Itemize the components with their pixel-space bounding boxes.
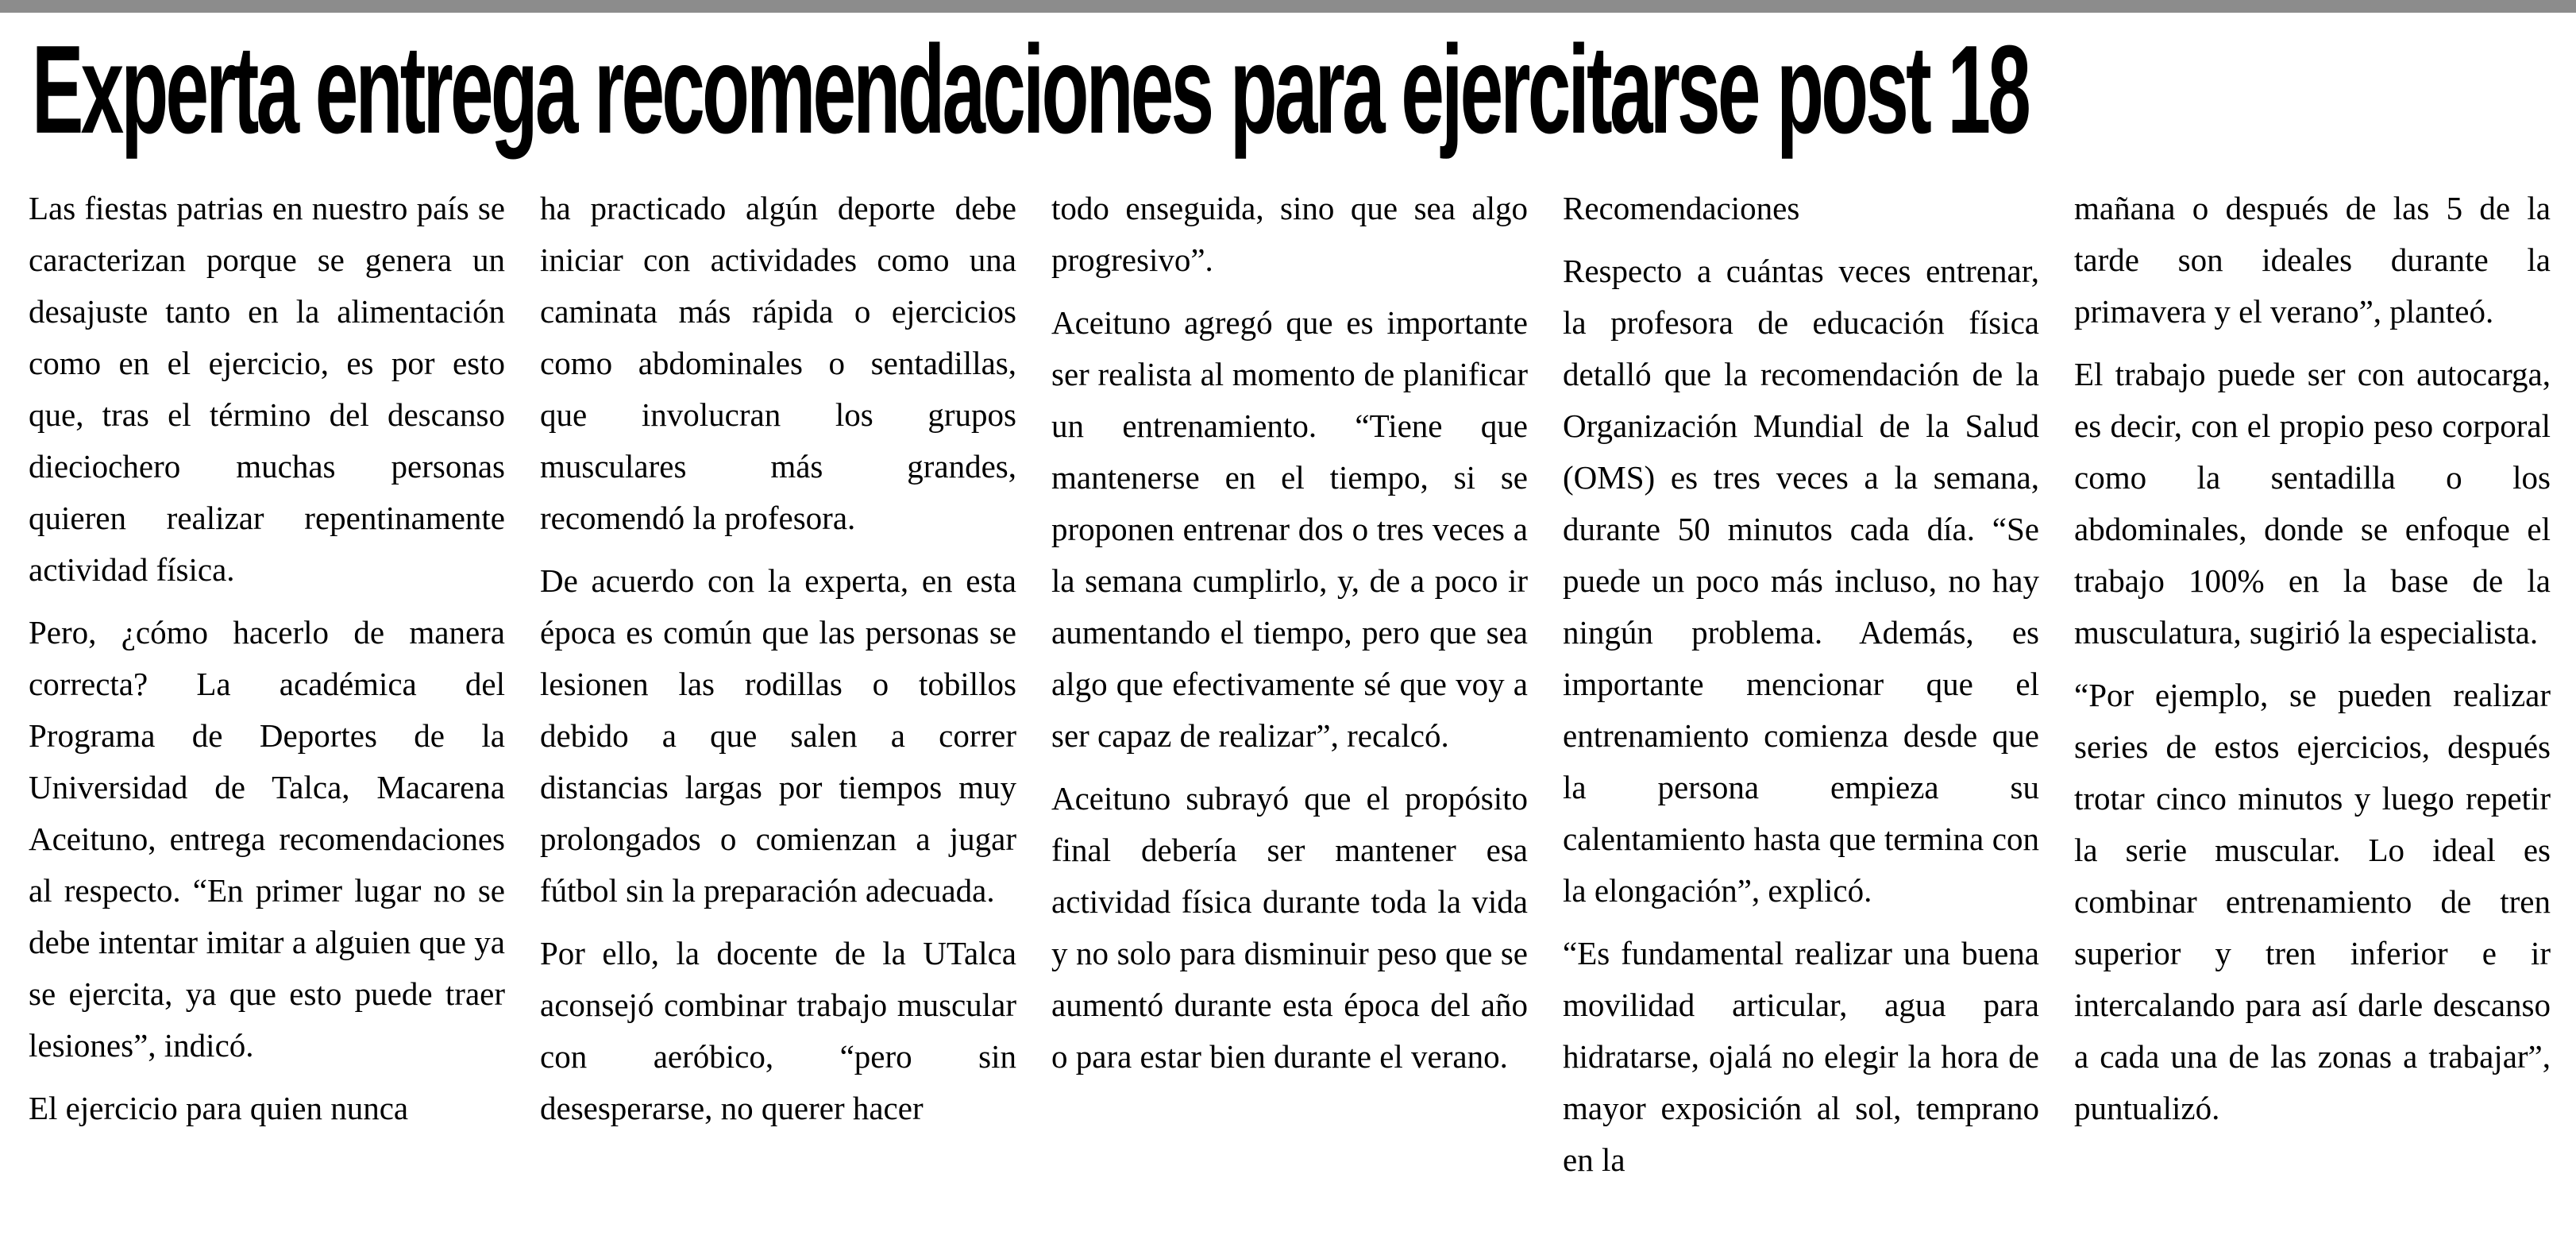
paragraph: ha practicado algún deporte debe iniciar con actividades como una caminata más rápida o ejercicios como abdominales o sentadillas, que involucran los grupos musculares más grandes, recomendó la profesora.	[540, 190, 1016, 536]
paragraph: mañana o después de las 5 de la tarde son ideales durante la primavera y el verano”, planteó.	[2074, 190, 2551, 330]
column-2	[540, 183, 1016, 1247]
paragraph: De acuerdo con la experta, en esta época es común que las personas se lesionen las rodillas o tobillos debido a que salen a correr distancias largas por tiempos muy prolongados o comienzan a jugar fútbol sin la preparación adecuada.	[540, 562, 1016, 909]
paragraph: Por ello, la docente de la UTalca aconsejó combinar trabajo muscular con aeróbico, “pero sin desesperarse, no querer hacer	[540, 935, 1016, 1126]
paragraph: El ejercicio para quien nunca	[29, 1090, 409, 1126]
paragraph: Aceituno subrayó que el propósito final debería ser mantener esa actividad física durante toda la vida y no solo para disminuir peso que se aumentó durante esta época del año o para estar bien durante el verano.	[1051, 780, 1528, 1075]
paragraph: Pero, ¿cómo hacerlo de manera correcta? La académica del Programa de Deportes de la Universidad de Talca, Macarena Aceituno, entrega recomendaciones al respecto. “En primer lugar no se debe intentar imitar a alguien que ya se ejercita, ya que esto puede traer lesiones”, indicó.	[29, 614, 505, 1064]
section-heading: Recomendaciones	[1563, 190, 1800, 226]
paragraph: “Por ejemplo, se pueden realizar series de estos ejercicios, después trotar cinco minutos y luego repetir la serie muscular. Lo ideal es combinar entrenamiento de tren superior y tren inferior e ir intercalando para así darle descanso a cada una de las zonas a trabajar”, puntualizó.	[2074, 677, 2551, 1126]
paragraph: Respecto a cuántas veces entrenar, la profesora de educación física detalló que la recomendación de la Organización Mundial de la Salud (OMS) es tres veces a la semana, durante 50 minutos cada día. “Se puede un poco más incluso, no hay ningún problema. Además, es importante mencionar que el entrenamiento comienza desde que la persona empieza su calentamiento hasta que termina con la elongación”, explicó.	[1563, 253, 2039, 909]
paragraph: todo enseguida, sino que sea algo progresivo”.	[1051, 190, 1528, 278]
paragraph: El trabajo puede ser con autocarga, es decir, con el propio peso corporal como la sentadilla o los abdominales, donde se enfoque el trabajo 100% en la base de la musculatura, sugirió la especialista.	[2074, 356, 2551, 651]
column-1	[29, 183, 505, 1247]
paragraph: Aceituno agregó que es importante ser realista al momento de planificar un entrenamiento. “Tiene que mantenerse en el tiempo, si se proponen entrenar dos o tres veces a la semana cumplirlo, y, de a poco ir aumentando el tiempo, pero que sea algo que efectivamente sé que voy a ser capaz de realizar”, recalcó.	[1051, 304, 1528, 754]
headline: Experta entrega recomendaciones para ejercitarse post 18	[32, 20, 2029, 160]
top-rule	[0, 0, 2576, 13]
column-4	[1563, 183, 2039, 1247]
column-5	[2074, 183, 2551, 1247]
paragraph: “Es fundamental realizar una buena movilidad articular, agua para hidratarse, ojalá no elegir la hora de mayor exposición al sol, temprano en la	[1563, 935, 2039, 1178]
column-3	[1051, 183, 1528, 1247]
article-body	[29, 183, 2554, 1247]
paragraph: Las fiestas patrias en nuestro país se caracterizan porque se genera un desajuste tanto en la alimentación como en el ejercicio, es por esto que, tras el término del descanso dieciochero muchas personas quieren realizar repentinamente actividad física.	[29, 190, 505, 588]
